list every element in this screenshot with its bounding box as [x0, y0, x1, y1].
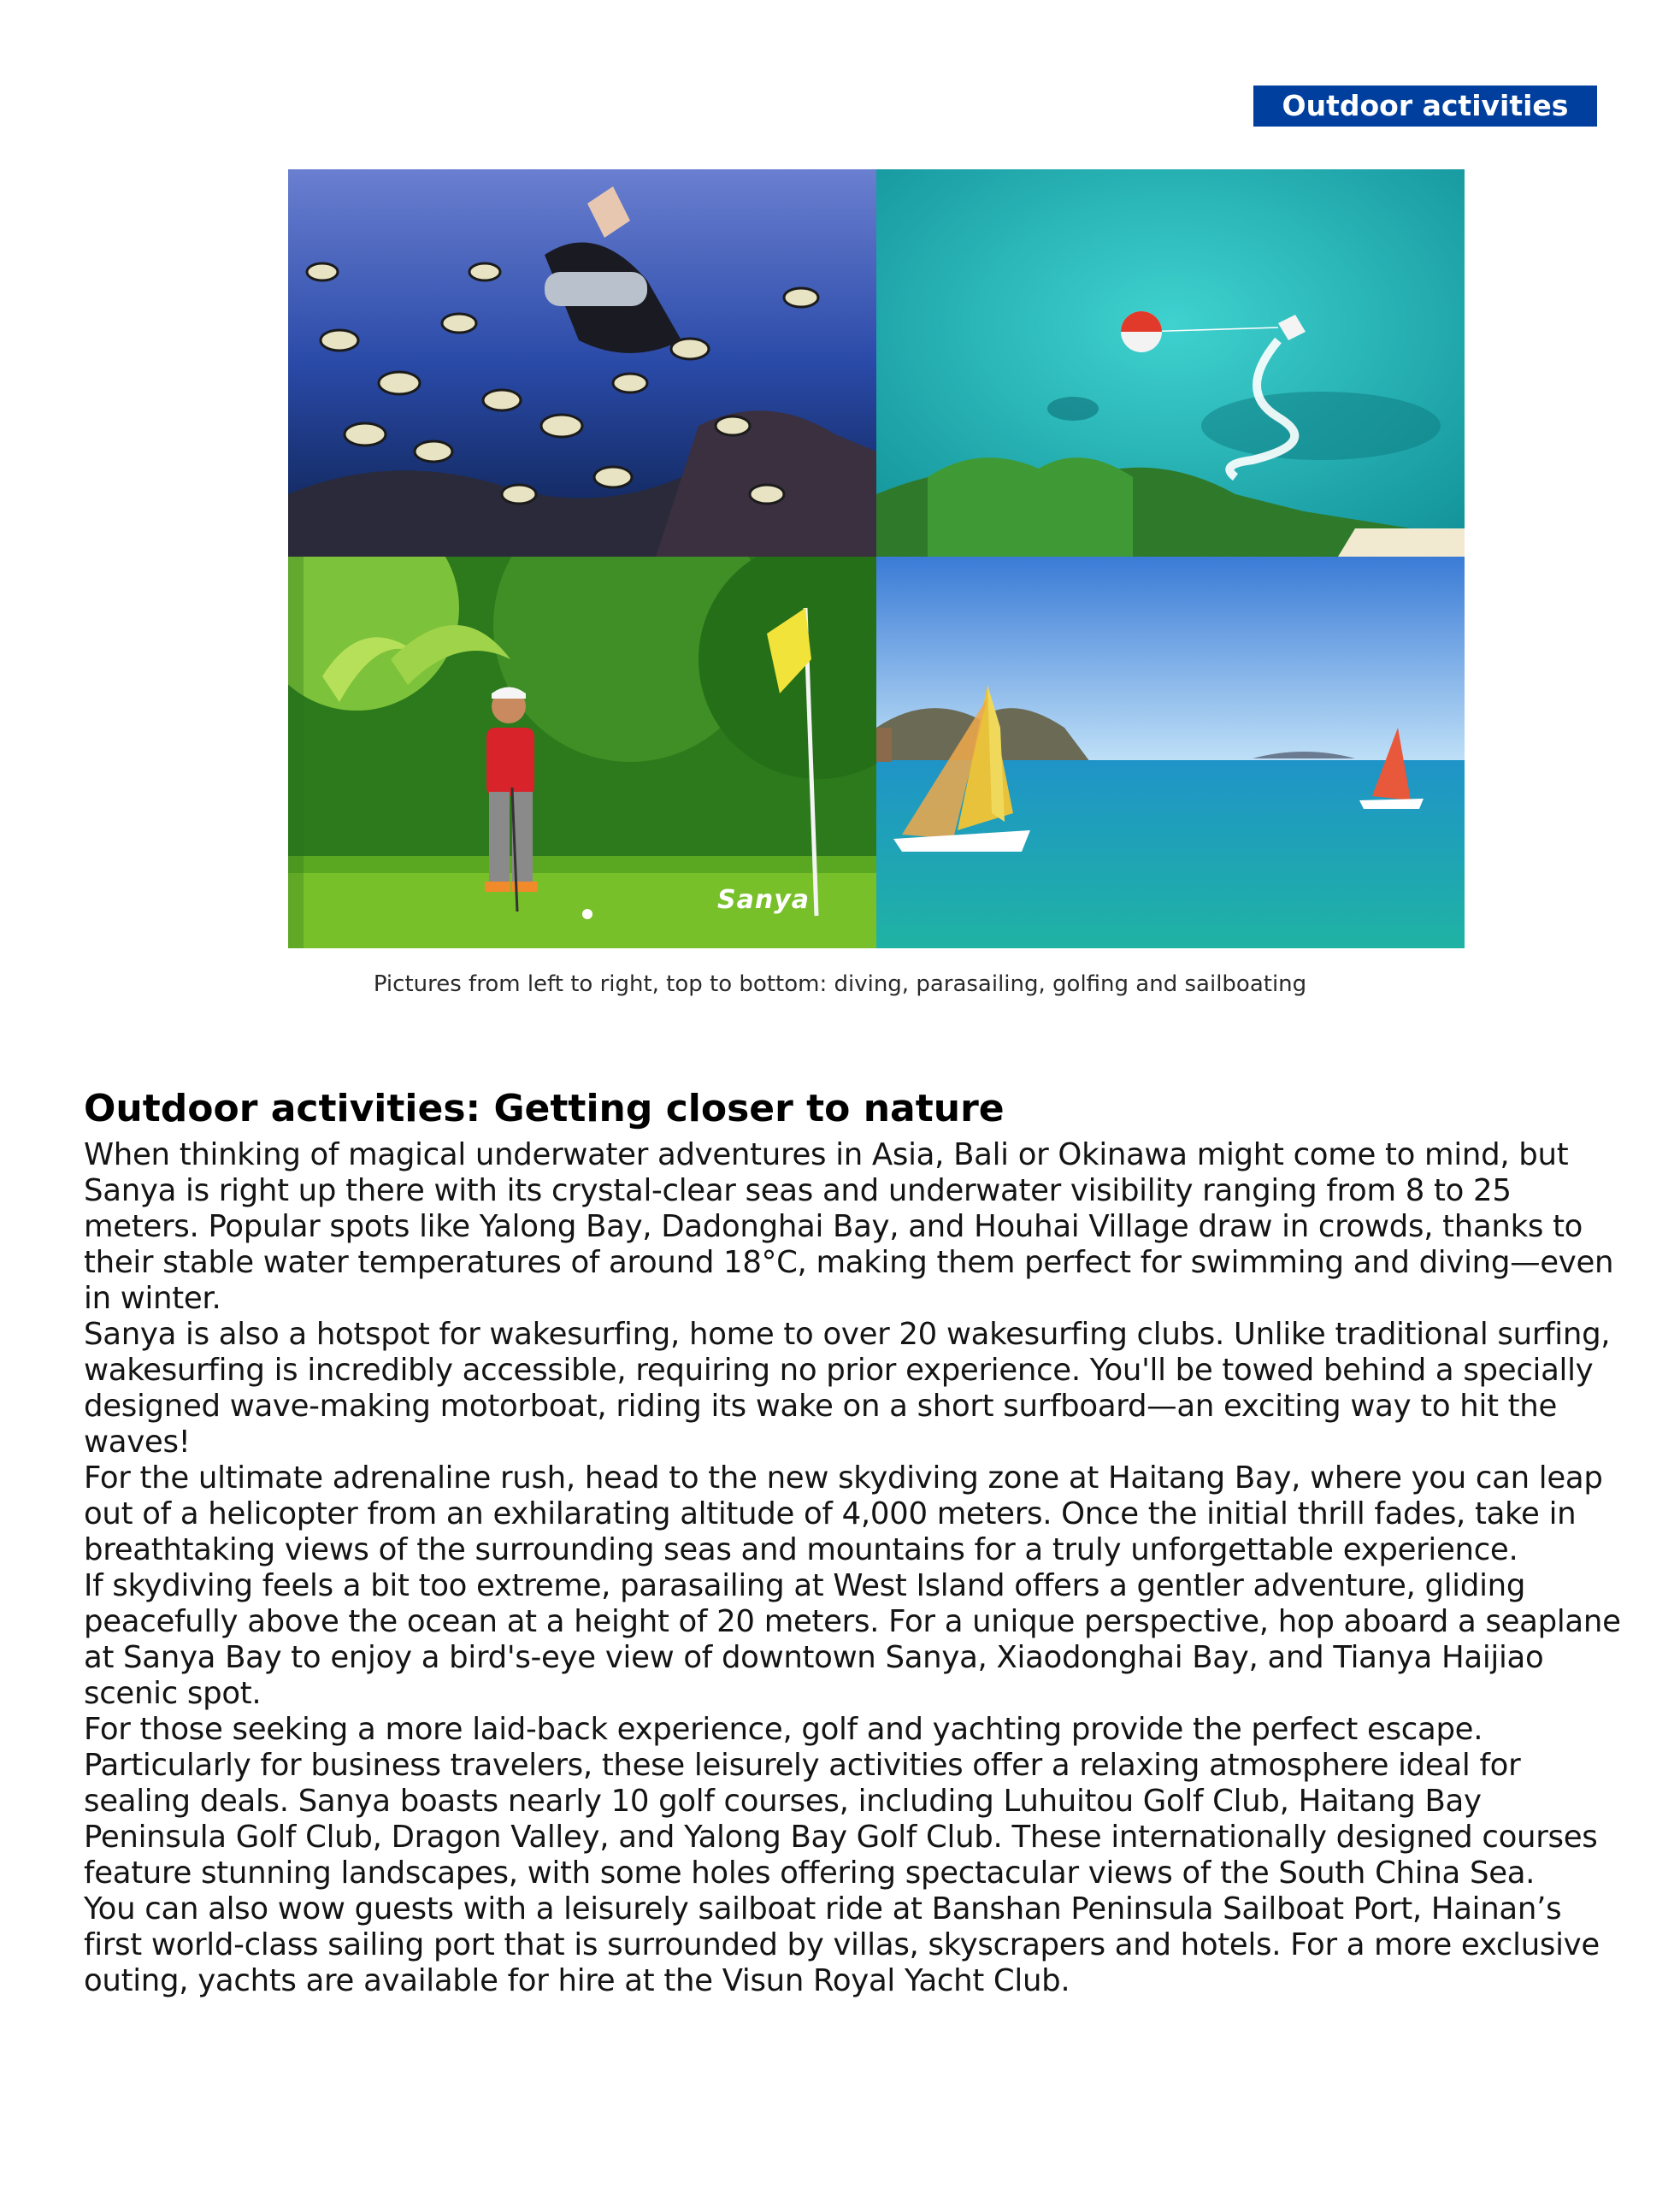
section-tag: Outdoor activities — [1253, 86, 1597, 127]
article-paragraph: If skydiving feels a bit too extreme, parasailing at West Island offers a gentler adventure, gliding peacefully above the ocean at a height of 20 meters. For a unique perspective, hop aboard a seaplane at Sanya Bay to enjoy a bird's-eye view of downtown Sanya, Xiaodonghai Bay, and Tianya Haijiao scenic spot. — [84, 1568, 1621, 1711]
sailboating-photo — [876, 557, 1465, 948]
article-paragraph: When thinking of magical underwater adventures in Asia, Bali or Okinawa might come to mind, but Sanya is right up there with its crystal-clear seas and underwater visibility ranging from 8 to 25 meters. Popular spots like Yalong Bay, Dadonghai Bay, and Houhai Village draw in crowds, thanks to their stable water temperatures of around 18°C, making them perfect for swimming and diving—even in winter. — [84, 1137, 1614, 1316]
article-heading: Outdoor activities: Getting closer to nature — [84, 1087, 1005, 1130]
article — [84, 1084, 1623, 1999]
article-paragraph: For the ultimate adrenaline rush, head to the new skydiving zone at Haitang Bay, where you can leap out of a helicopter from an exhilarating altitude of 4,000 meters. Once the initial thrill fades, take in breathtaking views of the surrounding seas and mountains for a truly unforgettable experience. — [84, 1460, 1603, 1567]
article-paragraph: For those seeking a more laid-back experience, golf and yachting provide the perfect escape. Particularly for business travelers, these leisurely activities offer a relaxing atmosphere ideal for sealing deals. Sanya boasts nearly 10 golf courses, including Luhuitou Golf Club, Haitang Bay Peninsula Golf Club, Dragon Valley, and Yalong Bay Golf Club. These internationally designed courses feature stunning landscapes, with some holes offering spectacular views of the South China Sea. — [84, 1712, 1598, 1891]
photo-caption: Pictures from left to right, top to bottom: diving, parasailing, golfing and sailboating — [373, 971, 1307, 997]
photo-collage — [288, 169, 1465, 948]
article-paragraph: You can also wow guests with a leisurely sailboat ride at Banshan Peninsula Sailboat Port, Hainan’s first world-class sailing port that is surrounded by villas, skyscrapers and hotels. For a more exclusive outing, yachts are available for hire at the Visun Royal Yacht Club. — [84, 1891, 1600, 1998]
parasailing-photo — [876, 169, 1465, 557]
article-paragraph: Sanya is also a hotspot for wakesurfing, home to over 20 wakesurfing clubs. Unlike traditional surfing, wakesurfing is incredibly accessible, requiring no prior experience. You'll be towed behind a specially designed wave-making motorboat, riding its wake on a short surfboard—an exciting way to hit the waves! — [84, 1317, 1611, 1460]
diving-photo — [288, 169, 876, 557]
sanya-logo: Sanya — [717, 885, 811, 915]
golfing-photo — [288, 557, 876, 948]
